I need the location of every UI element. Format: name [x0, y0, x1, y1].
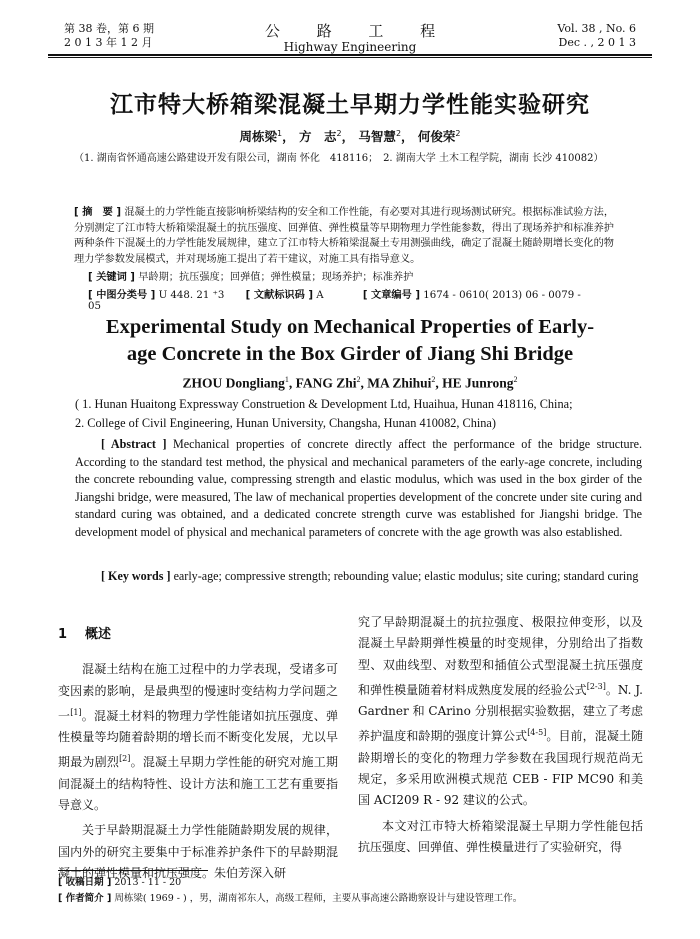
abstract-en-label: [ Abstract ]	[101, 437, 167, 451]
citation: [2-3]	[586, 681, 606, 691]
author-name: 方 志	[298, 129, 337, 144]
received-date: 2013 - 11 - 20	[114, 877, 182, 888]
author-list-en: ZHOU Dongliang$^1$, FANG Zhi$^2$, MA Zhihui$^2$, HE Junrong$^2$	[182, 375, 518, 391]
author-name: 马智慧	[358, 129, 396, 144]
paragraph-text: 究了早龄期混凝土的抗拉强度、极限拉伸变形，以及混凝土早龄期弹性模量的时变规律，分别给出了指数型、双曲线型、对数型和插值公式型混凝土抗压强度和弹性模量随着材料成熟度发展的经验公式	[358, 615, 643, 697]
author-name-en: HE Junrong	[442, 375, 514, 391]
date-en: Dec . , 2 0 1 3	[558, 36, 636, 49]
running-header	[48, 22, 652, 58]
clc-label: [ 中图分类号 ]	[88, 290, 156, 301]
author-affil-mark: 2	[336, 128, 342, 138]
author-affil-mark: 1	[277, 128, 283, 138]
date-cn: 2 0 1 3 年 1 2 月	[64, 36, 153, 49]
body-column-left	[58, 606, 338, 888]
author-name: 何俊荣	[417, 129, 456, 144]
keywords-en	[75, 568, 642, 586]
volume-cn: 第 38 卷，第 6 期	[64, 22, 154, 35]
keywords-cn-text: 早龄期；抗压强度；回弹值；弹性模量；现场养护；标准养护	[138, 272, 414, 283]
affiliation-cn: （1. 湖南省怀通高速公路建设开发有限公司，湖南 怀化 418116； 2. 湖南大学 土木工程学院，湖南 长沙 410082）	[74, 153, 604, 164]
body-paragraph: 关于早龄期混凝土力学性能随龄期发展的规律，国内外的研究主要集中于标准养护条件下的早龄期混凝土的弹性模量和抗压强度。朱伯芳深入研	[58, 823, 338, 880]
paper-title-en-text: Experimental Study on Mechanical Properties of Early-age Concrete in the Box Girder of Jiang Shi Bridge	[105, 316, 595, 365]
paragraph-text: 。混凝土早期力学性能的研究对施工期间混凝土的结构特性、设计方法和施工工艺有重要指导意义。	[58, 755, 338, 813]
body-paragraph: 本文对江市特大桥箱梁混凝土早期力学性能包括抗压强度、回弹值、弹性模量进行了实验研究，得	[358, 818, 643, 854]
keywords-cn-label: [ 关键词 ]	[88, 272, 135, 283]
issue-info-en	[557, 22, 636, 50]
author-bio-text: 周栋梁( 1969 - ) ，男，湖南祁东人，高级工程师，主要从事高速公路勘察设计与建设管理工作。	[114, 893, 523, 904]
author-affil-mark: 2	[395, 128, 402, 138]
doc-code-label: [ 文献标识码 ]	[245, 290, 313, 301]
author-affil-mark: 2	[513, 375, 518, 384]
footnote-rule	[58, 870, 208, 871]
affiliation-en	[75, 395, 640, 432]
citation: [1]	[70, 707, 82, 717]
header-rule-thin	[48, 57, 652, 58]
paper-title-cn: 江市特大桥箱梁混凝土早期力学性能实验研究	[110, 92, 590, 118]
section-title: 概述	[85, 627, 112, 642]
clc-value: U 448. 21 ⁺3	[158, 290, 225, 301]
affiliation-en-line: 2. College of Civil Engineering, Hunan University, Changsha, Hunan 410082, China)	[75, 415, 496, 430]
journal-name-cn: 公 路 工 程	[264, 22, 452, 40]
affiliation-en-line: ( 1. Hunan Huaitong Expressway Construetion & Development Ltd, Huaihua, Hunan 418116, China;	[75, 397, 573, 411]
footnote-received	[58, 876, 640, 889]
citation: [4-5]	[527, 728, 547, 738]
keywords-en-text: early-age; compressive strength; rebounding value; elastic modulus; site curing; standard curing	[173, 569, 639, 583]
footnote-author-bio	[58, 892, 640, 905]
author-affil-mark: 2	[431, 375, 436, 384]
author-bio-label: [ 作者简介 ]	[58, 893, 112, 904]
classification-row	[88, 286, 614, 312]
abstract-en-text: Mechanical properties of concrete directly affect the performance of the bridge structure. According to the standard test method, the physical and mechanical parameters of the early-age concrete, including the concrete rebounding value, compressing strength and elastic modulus, which was used in the box girder of the Jiangshi bridge, were measured, The law of mechanical properties development of the concrete under site curing and standard curing was obtained, and a dedicated concrete strength curve was established for Jiangshi bridge. The development model of physical and mechanical parameters of concrete with the age growth was also established.	[75, 437, 642, 539]
author-affil-mark: 1	[284, 375, 289, 384]
abstract-cn-label: [ 摘 要 ]	[74, 207, 122, 218]
body-column-right	[358, 612, 643, 862]
paper-title-en	[0, 314, 700, 368]
paragraph-text: 。目前，混凝土随龄期增长的变化的物理力学参数在我国现行规范尚无规定，多采用欧洲模式规范 CEB - FIP MC90 和美国 ACI209 R - 92 建议的公式。	[358, 729, 643, 808]
body-paragraph	[358, 612, 643, 812]
section-heading	[58, 624, 338, 645]
author-list-cn: 周栋梁$^1$， 方 志$^2$， 马智慧$^2$， 何俊荣$^2$	[239, 128, 461, 144]
author-name-en: ZHOU Dongliang	[182, 375, 285, 391]
journal-name-en: Highway Engineering	[283, 40, 417, 54]
keywords-cn	[88, 268, 614, 283]
article-no-value: 1674 - 0610( 2013) 06 - 0079 - 05	[88, 290, 581, 312]
abstract-cn	[74, 205, 614, 267]
doc-code-value: A	[316, 290, 324, 301]
author-name-en: FANG Zhi	[295, 375, 357, 391]
paragraph-text: 。N. J. Gardner 和 CArino 分别根据实验数据，建立了考虑养护温度和龄期的强度计算公式	[358, 682, 643, 744]
abstract-cn-text: 混凝土的力学性能直接影响桥梁结构的安全和工作性能，有必要对其进行现场测试研究。根据标准试验方法，分别测定了江市特大桥箱梁混凝土的抗压强度、回弹值、弹性模量等早期物理力学性能参数，得出了现场养护和标准养护两种条件下混凝土的力学性能发展规律，建立了江市特大桥箱梁混凝土专用测强曲线，确定了混凝土随龄期增长变化的物理力学参数发展模式，并对现场施工提出了若干建议，对施工具有指导意义。	[74, 207, 615, 265]
abstract-en	[75, 436, 642, 541]
body-paragraph	[58, 659, 338, 816]
author-affil-mark: 2	[356, 375, 361, 384]
volume-en: Vol. 38 , No. 6	[557, 22, 636, 35]
received-label: [ 收稿日期 ]	[58, 877, 112, 888]
header-rule	[48, 54, 652, 56]
author-affil-mark: 2	[455, 128, 461, 138]
paragraph-text: 。混凝土材料的物理力学性能诸如抗压强度、弹性模量等均随着龄期的增长而不断变化发展，尤以早期最为剧烈	[58, 708, 338, 770]
keywords-en-label: [ Key words ]	[101, 569, 171, 583]
article-no-label: [ 文章编号 ]	[362, 290, 421, 301]
section-number: 1	[58, 627, 68, 642]
paragraph-text: 混凝土结构在施工过程中的力学表现，受诸多可变因素的影响，是最典型的慢速时变结构力学问题之一	[58, 662, 338, 723]
author-name-en: MA Zhihui	[367, 375, 432, 391]
author-name: 周栋梁	[239, 129, 277, 144]
citation: [2]	[119, 754, 131, 764]
